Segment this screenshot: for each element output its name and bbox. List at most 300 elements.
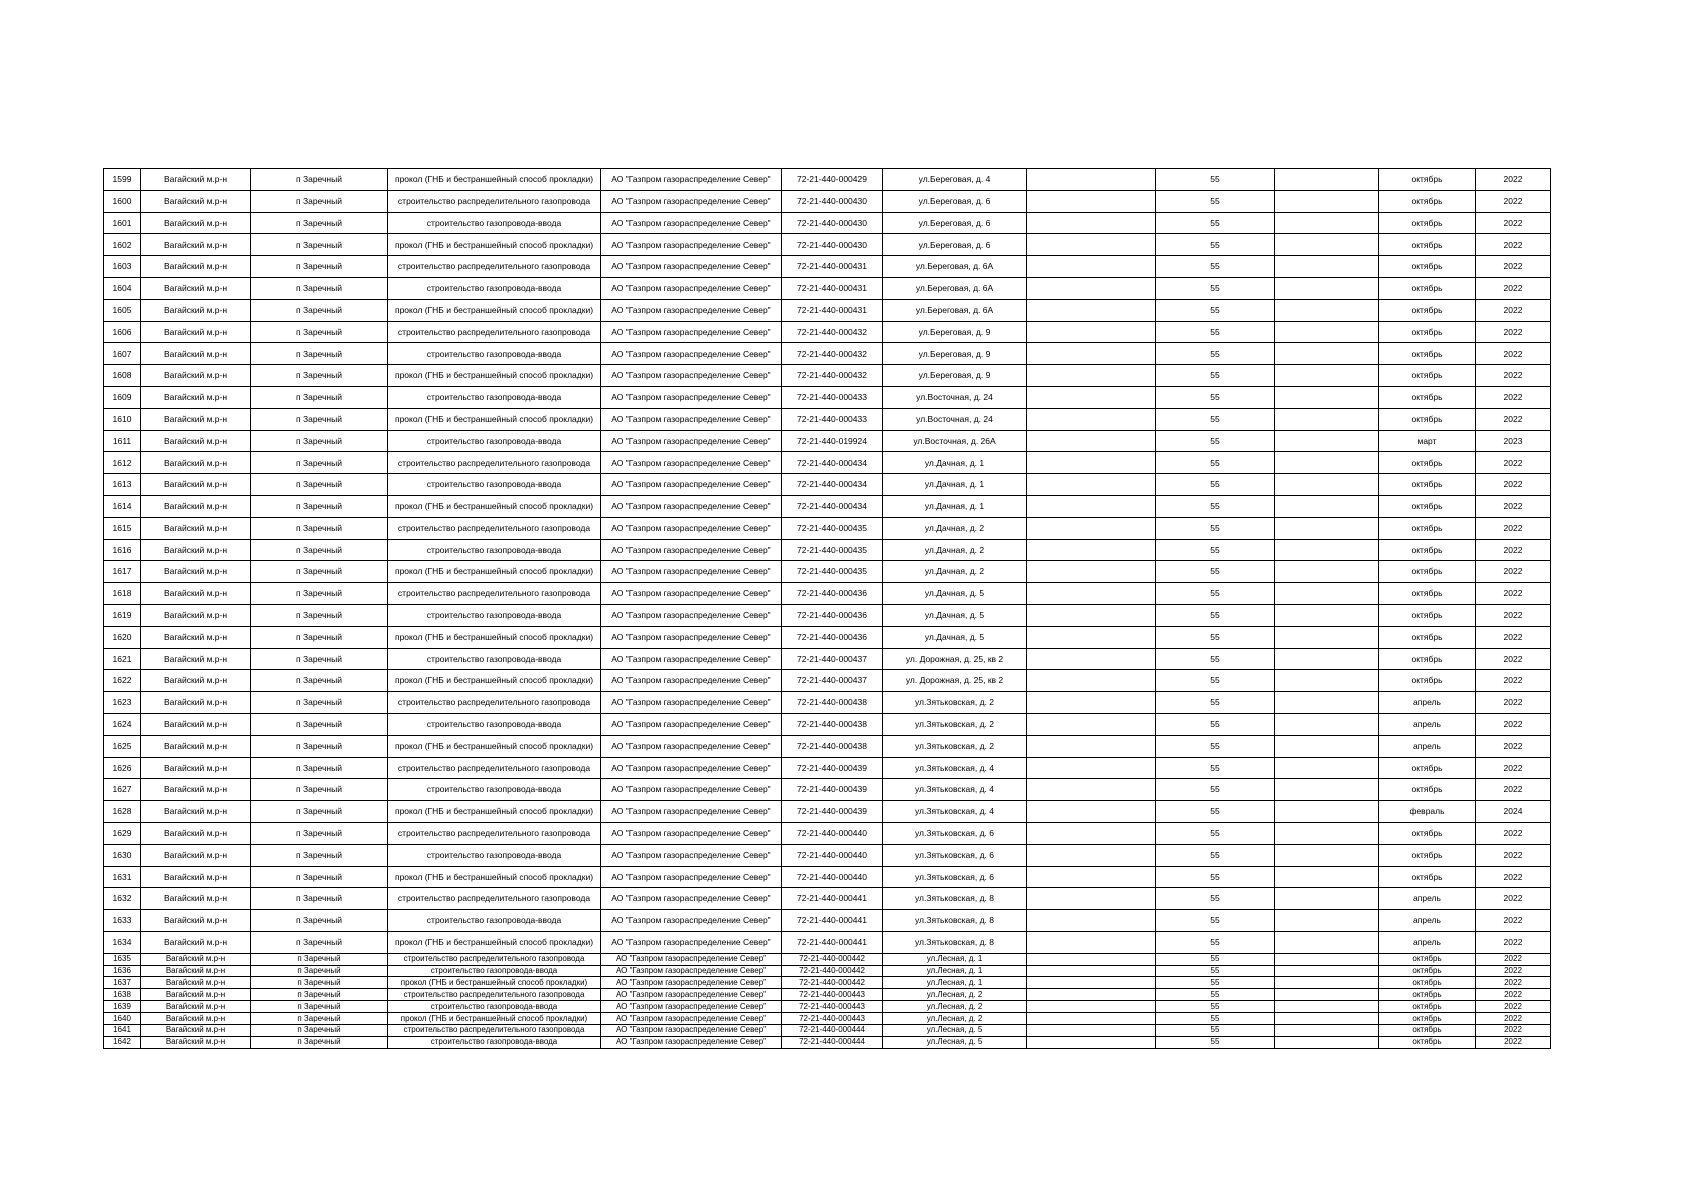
cell-organization: АО "Газпром газораспределение Север" (601, 626, 782, 648)
cell-value: 55 (1156, 343, 1275, 365)
cell-address: ул.Береговая, д. 6 (883, 190, 1027, 212)
table-row (104, 1001, 1551, 1013)
table-row (104, 365, 1551, 387)
cell-work-type: строительство распределительного газопровода (388, 452, 601, 474)
cell-work-type: прокол (ГНБ и бестраншейный способ прокладки) (388, 408, 601, 430)
cell-organization: АО "Газпром газораспределение Север" (601, 604, 782, 626)
cell-value: 55 (1156, 234, 1275, 256)
cell-row-number: 1630 (104, 844, 141, 866)
cell-address: ул.Зятьковская, д. 4 (883, 779, 1027, 801)
cell-object-code: 72-21-440-000438 (782, 735, 883, 757)
cell-value: 55 (1156, 866, 1275, 888)
cell-empty-col-2 (1275, 604, 1379, 626)
cell-row-number: 1601 (104, 212, 141, 234)
cell-month: октябрь (1379, 234, 1476, 256)
cell-address: ул.Восточная, д. 26А (883, 430, 1027, 452)
cell-value: 55 (1156, 408, 1275, 430)
cell-month: октябрь (1379, 977, 1476, 989)
cell-organization: АО "Газпром газораспределение Север" (601, 822, 782, 844)
cell-year: 2022 (1476, 604, 1551, 626)
cell-address: ул.Дачная, д. 2 (883, 539, 1027, 561)
table-row (104, 866, 1551, 888)
cell-settlement: п Заречный (251, 692, 388, 714)
cell-month: октябрь (1379, 1001, 1476, 1013)
cell-object-code: 72-21-440-000443 (782, 1001, 883, 1013)
cell-empty-col-1 (1027, 626, 1156, 648)
table-row (104, 648, 1551, 670)
cell-empty-col-2 (1275, 692, 1379, 714)
cell-work-type: строительство распределительного газопровода (388, 256, 601, 278)
cell-district: Вагайский м.р-н (141, 989, 251, 1001)
cell-organization: АО "Газпром газораспределение Север" (601, 386, 782, 408)
cell-district: Вагайский м.р-н (141, 321, 251, 343)
table-row (104, 1036, 1551, 1048)
cell-empty-col-1 (1027, 474, 1156, 496)
cell-empty-col-2 (1275, 561, 1379, 583)
cell-value: 55 (1156, 910, 1275, 932)
cell-empty-col-1 (1027, 321, 1156, 343)
cell-settlement: п Заречный (251, 321, 388, 343)
cell-address: ул.Лесная, д. 2 (883, 989, 1027, 1001)
cell-settlement: п Заречный (251, 735, 388, 757)
cell-year: 2022 (1476, 561, 1551, 583)
table-body (104, 169, 1551, 1049)
cell-empty-col-1 (1027, 989, 1156, 1001)
cell-work-type: прокол (ГНБ и бестраншейный способ прокладки) (388, 670, 601, 692)
cell-settlement: п Заречный (251, 757, 388, 779)
cell-address: ул.Береговая, д. 6 (883, 234, 1027, 256)
table-row (104, 953, 1551, 965)
cell-empty-col-2 (1275, 583, 1379, 605)
cell-object-code: 72-21-440-000435 (782, 517, 883, 539)
cell-organization: АО "Газпром газораспределение Север" (601, 1001, 782, 1013)
cell-empty-col-1 (1027, 277, 1156, 299)
cell-value: 55 (1156, 931, 1275, 953)
cell-year: 2022 (1476, 989, 1551, 1001)
cell-address: ул.Береговая, д. 9 (883, 321, 1027, 343)
table-row (104, 626, 1551, 648)
cell-district: Вагайский м.р-н (141, 626, 251, 648)
cell-work-type: строительство газопровода-ввода (388, 910, 601, 932)
cell-district: Вагайский м.р-н (141, 604, 251, 626)
cell-object-code: 72-21-440-000437 (782, 648, 883, 670)
cell-empty-col-1 (1027, 539, 1156, 561)
cell-value: 55 (1156, 626, 1275, 648)
cell-row-number: 1621 (104, 648, 141, 670)
cell-empty-col-1 (1027, 822, 1156, 844)
table-row (104, 1025, 1551, 1037)
cell-value: 55 (1156, 1013, 1275, 1025)
cell-empty-col-1 (1027, 430, 1156, 452)
cell-settlement: п Заречный (251, 234, 388, 256)
cell-object-code: 72-21-440-000438 (782, 713, 883, 735)
cell-settlement: п Заречный (251, 212, 388, 234)
cell-empty-col-2 (1275, 1025, 1379, 1037)
cell-work-type: строительство распределительного газопровода (388, 757, 601, 779)
table-row (104, 343, 1551, 365)
cell-value: 55 (1156, 299, 1275, 321)
table-row (104, 408, 1551, 430)
cell-value: 55 (1156, 989, 1275, 1001)
cell-row-number: 1610 (104, 408, 141, 430)
cell-organization: АО "Газпром газораспределение Север" (601, 212, 782, 234)
cell-month: октябрь (1379, 866, 1476, 888)
cell-value: 55 (1156, 561, 1275, 583)
cell-object-code: 72-21-440-000430 (782, 212, 883, 234)
cell-empty-col-1 (1027, 365, 1156, 387)
cell-month: октябрь (1379, 408, 1476, 430)
cell-work-type: строительство газопровода-ввода (388, 343, 601, 365)
cell-year: 2022 (1476, 1036, 1551, 1048)
cell-month: март (1379, 430, 1476, 452)
cell-empty-col-1 (1027, 1013, 1156, 1025)
cell-year: 2022 (1476, 977, 1551, 989)
cell-settlement: п Заречный (251, 953, 388, 965)
table-row (104, 931, 1551, 953)
cell-year: 2022 (1476, 844, 1551, 866)
cell-address: ул.Дачная, д. 1 (883, 474, 1027, 496)
cell-year: 2022 (1476, 1001, 1551, 1013)
cell-year: 2022 (1476, 583, 1551, 605)
cell-organization: АО "Газпром газораспределение Север" (601, 343, 782, 365)
cell-row-number: 1613 (104, 474, 141, 496)
cell-district: Вагайский м.р-н (141, 343, 251, 365)
cell-work-type: строительство распределительного газопровода (388, 1025, 601, 1037)
cell-settlement: п Заречный (251, 495, 388, 517)
cell-work-type: прокол (ГНБ и бестраншейный способ прокладки) (388, 234, 601, 256)
cell-work-type: строительство распределительного газопровода (388, 583, 601, 605)
cell-organization: АО "Газпром газораспределение Север" (601, 670, 782, 692)
table-row (104, 604, 1551, 626)
cell-year: 2022 (1476, 234, 1551, 256)
cell-value: 55 (1156, 256, 1275, 278)
cell-empty-col-1 (1027, 1025, 1156, 1037)
cell-empty-col-1 (1027, 844, 1156, 866)
cell-address: ул.Зятьковская, д. 4 (883, 801, 1027, 823)
cell-row-number: 1636 (104, 965, 141, 977)
cell-year: 2022 (1476, 474, 1551, 496)
cell-month: октябрь (1379, 670, 1476, 692)
cell-object-code: 72-21-440-000430 (782, 234, 883, 256)
cell-work-type: строительство газопровода-ввода (388, 965, 601, 977)
cell-year: 2022 (1476, 495, 1551, 517)
cell-work-type: прокол (ГНБ и бестраншейный способ прокладки) (388, 495, 601, 517)
cell-empty-col-1 (1027, 692, 1156, 714)
cell-empty-col-2 (1275, 953, 1379, 965)
cell-row-number: 1625 (104, 735, 141, 757)
cell-address: ул.Зятьковская, д. 2 (883, 692, 1027, 714)
cell-empty-col-1 (1027, 234, 1156, 256)
cell-object-code: 72-21-440-000442 (782, 965, 883, 977)
cell-organization: АО "Газпром газораспределение Север" (601, 365, 782, 387)
cell-work-type: строительство газопровода-ввода (388, 539, 601, 561)
cell-value: 55 (1156, 757, 1275, 779)
cell-month: октябрь (1379, 1036, 1476, 1048)
cell-empty-col-1 (1027, 965, 1156, 977)
cell-empty-col-1 (1027, 299, 1156, 321)
cell-district: Вагайский м.р-н (141, 965, 251, 977)
cell-empty-col-1 (1027, 888, 1156, 910)
cell-empty-col-2 (1275, 931, 1379, 953)
cell-settlement: п Заречный (251, 190, 388, 212)
cell-year: 2022 (1476, 408, 1551, 430)
cell-empty-col-2 (1275, 822, 1379, 844)
cell-district: Вагайский м.р-н (141, 517, 251, 539)
cell-value: 55 (1156, 1001, 1275, 1013)
cell-row-number: 1628 (104, 801, 141, 823)
table-row (104, 713, 1551, 735)
cell-value: 55 (1156, 321, 1275, 343)
table-row (104, 1013, 1551, 1025)
cell-address: ул.Береговая, д. 6А (883, 256, 1027, 278)
cell-district: Вагайский м.р-н (141, 735, 251, 757)
cell-object-code: 72-21-440-000439 (782, 801, 883, 823)
cell-settlement: п Заречный (251, 648, 388, 670)
table-row (104, 977, 1551, 989)
cell-settlement: п Заречный (251, 1036, 388, 1048)
cell-district: Вагайский м.р-н (141, 822, 251, 844)
cell-row-number: 1631 (104, 866, 141, 888)
cell-address: ул.Лесная, д. 2 (883, 1001, 1027, 1013)
cell-month: апрель (1379, 910, 1476, 932)
cell-address: ул.Береговая, д. 6А (883, 277, 1027, 299)
cell-settlement: п Заречный (251, 583, 388, 605)
cell-year: 2022 (1476, 648, 1551, 670)
cell-address: ул.Береговая, д. 6 (883, 212, 1027, 234)
cell-settlement: п Заречный (251, 931, 388, 953)
cell-district: Вагайский м.р-н (141, 977, 251, 989)
cell-organization: АО "Газпром газораспределение Север" (601, 583, 782, 605)
cell-empty-col-2 (1275, 169, 1379, 191)
cell-row-number: 1602 (104, 234, 141, 256)
cell-address: ул. Дорожная, д. 25, кв 2 (883, 648, 1027, 670)
cell-row-number: 1603 (104, 256, 141, 278)
cell-year: 2023 (1476, 430, 1551, 452)
cell-address: ул.Лесная, д. 1 (883, 965, 1027, 977)
cell-month: октябрь (1379, 779, 1476, 801)
cell-row-number: 1639 (104, 1001, 141, 1013)
cell-district: Вагайский м.р-н (141, 386, 251, 408)
cell-work-type: прокол (ГНБ и бестраншейный способ прокладки) (388, 365, 601, 387)
cell-empty-col-1 (1027, 977, 1156, 989)
cell-value: 55 (1156, 844, 1275, 866)
cell-settlement: п Заречный (251, 822, 388, 844)
cell-row-number: 1624 (104, 713, 141, 735)
cell-row-number: 1638 (104, 989, 141, 1001)
cell-row-number: 1641 (104, 1025, 141, 1037)
cell-district: Вагайский м.р-н (141, 844, 251, 866)
table-row (104, 888, 1551, 910)
cell-month: октябрь (1379, 277, 1476, 299)
cell-object-code: 72-21-440-000429 (782, 169, 883, 191)
cell-value: 55 (1156, 692, 1275, 714)
cell-work-type: строительство распределительного газопровода (388, 321, 601, 343)
cell-district: Вагайский м.р-н (141, 256, 251, 278)
table-row (104, 321, 1551, 343)
cell-address: ул.Лесная, д. 5 (883, 1036, 1027, 1048)
cell-month: октябрь (1379, 561, 1476, 583)
cell-row-number: 1608 (104, 365, 141, 387)
cell-address: ул.Береговая, д. 9 (883, 343, 1027, 365)
cell-organization: АО "Газпром газораспределение Север" (601, 977, 782, 989)
cell-settlement: п Заречный (251, 977, 388, 989)
cell-organization: АО "Газпром газораспределение Север" (601, 190, 782, 212)
cell-settlement: п Заречный (251, 386, 388, 408)
table-row (104, 474, 1551, 496)
cell-settlement: п Заречный (251, 965, 388, 977)
cell-month: октябрь (1379, 495, 1476, 517)
cell-district: Вагайский м.р-н (141, 408, 251, 430)
cell-district: Вагайский м.р-н (141, 190, 251, 212)
cell-work-type: строительство газопровода-ввода (388, 1001, 601, 1013)
cell-object-code: 72-21-440-000431 (782, 299, 883, 321)
cell-organization: АО "Газпром газораспределение Север" (601, 888, 782, 910)
cell-object-code: 72-21-440-000441 (782, 888, 883, 910)
cell-empty-col-2 (1275, 1036, 1379, 1048)
cell-year: 2022 (1476, 779, 1551, 801)
cell-object-code: 72-21-440-000442 (782, 977, 883, 989)
cell-month: октябрь (1379, 321, 1476, 343)
cell-district: Вагайский м.р-н (141, 670, 251, 692)
cell-organization: АО "Газпром газораспределение Север" (601, 517, 782, 539)
cell-month: апрель (1379, 713, 1476, 735)
cell-empty-col-2 (1275, 779, 1379, 801)
cell-settlement: п Заречный (251, 801, 388, 823)
cell-month: октябрь (1379, 190, 1476, 212)
cell-empty-col-2 (1275, 386, 1379, 408)
cell-work-type: строительство распределительного газопровода (388, 989, 601, 1001)
cell-object-code: 72-21-440-000444 (782, 1025, 883, 1037)
cell-organization: АО "Газпром газораспределение Север" (601, 430, 782, 452)
cell-work-type: строительство распределительного газопровода (388, 888, 601, 910)
cell-empty-col-1 (1027, 212, 1156, 234)
cell-empty-col-1 (1027, 801, 1156, 823)
cell-empty-col-2 (1275, 910, 1379, 932)
cell-year: 2022 (1476, 953, 1551, 965)
cell-work-type: строительство распределительного газопровода (388, 517, 601, 539)
cell-district: Вагайский м.р-н (141, 495, 251, 517)
cell-empty-col-1 (1027, 757, 1156, 779)
cell-month: октябрь (1379, 953, 1476, 965)
cell-empty-col-2 (1275, 888, 1379, 910)
cell-district: Вагайский м.р-н (141, 212, 251, 234)
cell-organization: АО "Газпром газораспределение Север" (601, 844, 782, 866)
cell-district: Вагайский м.р-н (141, 779, 251, 801)
cell-settlement: п Заречный (251, 713, 388, 735)
cell-organization: АО "Газпром газораспределение Север" (601, 452, 782, 474)
cell-settlement: п Заречный (251, 888, 388, 910)
cell-month: октябрь (1379, 256, 1476, 278)
cell-settlement: п Заречный (251, 910, 388, 932)
cell-work-type: строительство газопровода-ввода (388, 604, 601, 626)
cell-year: 2022 (1476, 626, 1551, 648)
table-row (104, 801, 1551, 823)
cell-address: ул.Зятьковская, д. 2 (883, 735, 1027, 757)
cell-value: 55 (1156, 212, 1275, 234)
cell-object-code: 72-21-440-000434 (782, 452, 883, 474)
cell-row-number: 1642 (104, 1036, 141, 1048)
cell-empty-col-2 (1275, 1013, 1379, 1025)
cell-settlement: п Заречный (251, 604, 388, 626)
cell-work-type: строительство газопровода-ввода (388, 386, 601, 408)
cell-year: 2022 (1476, 169, 1551, 191)
cell-address: ул.Зятьковская, д. 2 (883, 713, 1027, 735)
table-row (104, 539, 1551, 561)
cell-district: Вагайский м.р-н (141, 169, 251, 191)
cell-month: февраль (1379, 801, 1476, 823)
cell-district: Вагайский м.р-н (141, 365, 251, 387)
cell-organization: АО "Газпром газораспределение Север" (601, 256, 782, 278)
cell-row-number: 1637 (104, 977, 141, 989)
cell-object-code: 72-21-440-000440 (782, 844, 883, 866)
cell-month: октябрь (1379, 386, 1476, 408)
cell-year: 2022 (1476, 713, 1551, 735)
cell-work-type: прокол (ГНБ и бестраншейный способ прокладки) (388, 169, 601, 191)
cell-work-type: прокол (ГНБ и бестраншейный способ прокладки) (388, 866, 601, 888)
cell-row-number: 1616 (104, 539, 141, 561)
cell-object-code: 72-21-440-000444 (782, 1036, 883, 1048)
table-row (104, 989, 1551, 1001)
cell-organization: АО "Газпром газораспределение Север" (601, 495, 782, 517)
cell-empty-col-2 (1275, 844, 1379, 866)
cell-year: 2022 (1476, 365, 1551, 387)
cell-organization: АО "Газпром газораспределение Север" (601, 474, 782, 496)
cell-work-type: прокол (ГНБ и бестраншейный способ прокладки) (388, 1013, 601, 1025)
cell-settlement: п Заречный (251, 430, 388, 452)
cell-value: 55 (1156, 965, 1275, 977)
cell-address: ул.Зятьковская, д. 8 (883, 910, 1027, 932)
cell-year: 2022 (1476, 910, 1551, 932)
cell-address: ул.Дачная, д. 1 (883, 495, 1027, 517)
cell-object-code: 72-21-440-000438 (782, 692, 883, 714)
table-row (104, 212, 1551, 234)
cell-work-type: строительство газопровода-ввода (388, 430, 601, 452)
cell-object-code: 72-21-440-000431 (782, 277, 883, 299)
cell-empty-col-1 (1027, 256, 1156, 278)
cell-row-number: 1606 (104, 321, 141, 343)
cell-settlement: п Заречный (251, 626, 388, 648)
cell-address: ул.Дачная, д. 1 (883, 452, 1027, 474)
cell-organization: АО "Газпром газораспределение Север" (601, 989, 782, 1001)
cell-row-number: 1633 (104, 910, 141, 932)
cell-row-number: 1609 (104, 386, 141, 408)
cell-year: 2022 (1476, 517, 1551, 539)
cell-settlement: п Заречный (251, 866, 388, 888)
cell-organization: АО "Газпром газораспределение Север" (601, 1025, 782, 1037)
cell-district: Вагайский м.р-н (141, 801, 251, 823)
cell-organization: АО "Газпром газораспределение Север" (601, 692, 782, 714)
cell-empty-col-2 (1275, 277, 1379, 299)
cell-value: 55 (1156, 801, 1275, 823)
cell-value: 55 (1156, 169, 1275, 191)
cell-year: 2022 (1476, 386, 1551, 408)
cell-object-code: 72-21-440-000443 (782, 1013, 883, 1025)
cell-organization: АО "Газпром газораспределение Север" (601, 648, 782, 670)
cell-empty-col-2 (1275, 190, 1379, 212)
cell-address: ул.Зятьковская, д. 4 (883, 757, 1027, 779)
cell-empty-col-2 (1275, 989, 1379, 1001)
cell-year: 2022 (1476, 1013, 1551, 1025)
cell-address: ул.Зятьковская, д. 6 (883, 822, 1027, 844)
cell-organization: АО "Газпром газораспределение Север" (601, 1036, 782, 1048)
cell-year: 2022 (1476, 277, 1551, 299)
cell-value: 55 (1156, 452, 1275, 474)
cell-empty-col-1 (1027, 386, 1156, 408)
cell-year: 2022 (1476, 452, 1551, 474)
cell-row-number: 1626 (104, 757, 141, 779)
cell-empty-col-1 (1027, 343, 1156, 365)
cell-district: Вагайский м.р-н (141, 539, 251, 561)
